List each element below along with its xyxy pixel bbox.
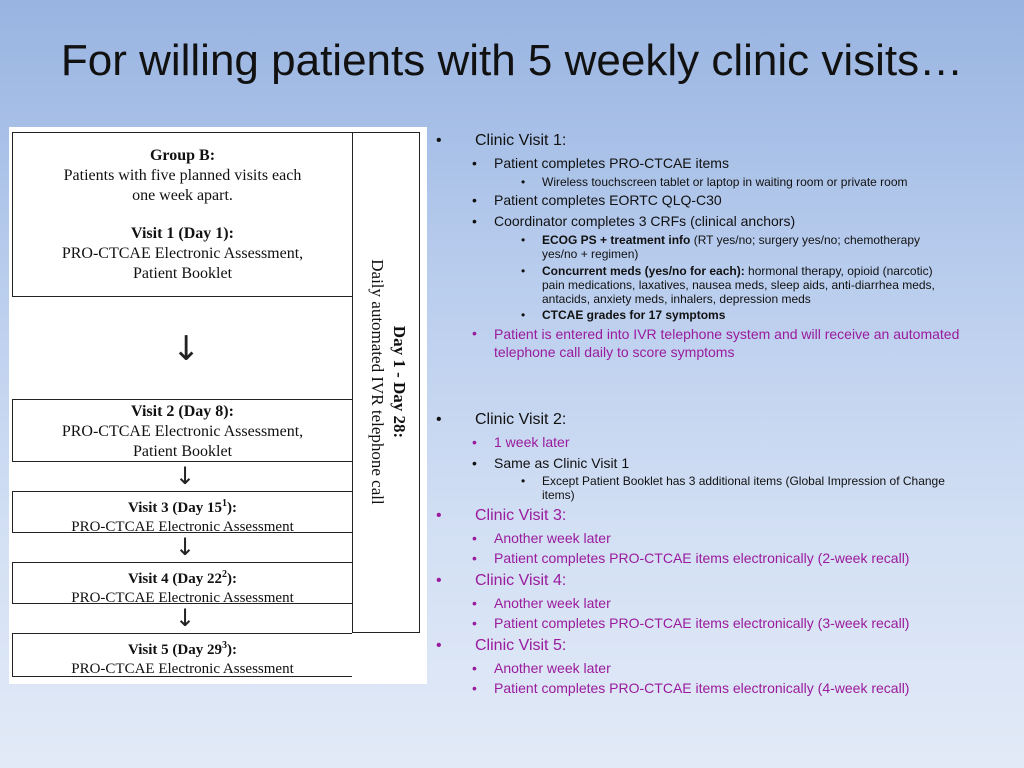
visit2-box bbox=[12, 399, 352, 462]
list-item bbox=[472, 325, 964, 361]
list-item bbox=[472, 155, 729, 171]
list-item bbox=[521, 264, 952, 306]
study-flow-diagram bbox=[9, 127, 427, 684]
list-item bbox=[521, 474, 952, 502]
list-item-label: Same as Clinic Visit 1 bbox=[494, 455, 630, 471]
list-item bbox=[521, 233, 952, 261]
list-item-label: Patient completes PRO-CTCAE items bbox=[494, 155, 729, 171]
arrow-down-icon: ↓ bbox=[172, 329, 201, 369]
group-b-visit1-box bbox=[12, 132, 352, 297]
list-item-label: Clinic Visit 4: bbox=[475, 572, 567, 589]
bullet-icon: • bbox=[472, 595, 477, 611]
visit5-box bbox=[12, 633, 352, 677]
list-item bbox=[472, 680, 910, 696]
bullet-icon: • bbox=[521, 308, 526, 322]
list-item-label: Patient is entered into IVR telephone system and will receive an automated telephone call daily to score symptoms bbox=[494, 326, 960, 360]
group-b-title: Group B: bbox=[149, 147, 216, 164]
list-item bbox=[472, 434, 570, 450]
daily-call-label-title: Day 1 - Day 28: bbox=[390, 325, 409, 439]
list-item-label: Clinic Visit 2: bbox=[475, 411, 567, 428]
bullet-icon: • bbox=[521, 233, 526, 247]
list-item-label: Except Patient Booklet has 3 additional items (Global Impression of Change items) bbox=[542, 474, 945, 502]
list-item-label: Patient completes PRO-CTCAE items electronically (2-week recall) bbox=[494, 550, 910, 566]
bullet-icon: • bbox=[472, 550, 477, 566]
bullet-icon: • bbox=[436, 637, 442, 654]
list-item bbox=[521, 175, 952, 189]
slide-title: For willing patients with 5 weekly clinic visits… bbox=[60, 36, 964, 85]
bullet-icon: • bbox=[472, 325, 477, 341]
list-item-label: Clinic Visit 3: bbox=[475, 507, 567, 524]
bullet-icon: • bbox=[472, 660, 477, 676]
list-item bbox=[472, 550, 910, 566]
bullet-icon: • bbox=[521, 264, 526, 278]
list-item bbox=[472, 615, 910, 631]
list-item-label: Wireless touchscreen tablet or laptop in waiting room or private room bbox=[542, 175, 908, 189]
list-item-label: Clinic Visit 5: bbox=[475, 637, 567, 654]
visit4-title: Visit 4 (Day $22^2$): bbox=[127, 569, 238, 587]
bullet-icon: • bbox=[436, 411, 442, 428]
visit5-line1: PRO-CTCAE Electronic Assessment bbox=[71, 661, 294, 677]
arrow-down-icon: ↓ bbox=[175, 462, 196, 490]
list-item-label: Patient completes EORTC QLQ-C30 bbox=[494, 192, 722, 208]
visit3-box bbox=[12, 491, 352, 533]
list-item-label: Patient completes PRO-CTCAE items electronically (3-week recall) bbox=[494, 615, 910, 631]
visit1-title: Visit 1 (Day 1): bbox=[131, 225, 234, 242]
list-item bbox=[472, 455, 630, 471]
visit4-line1: PRO-CTCAE Electronic Assessment bbox=[71, 590, 294, 606]
visit1-line2: Patient Booklet bbox=[132, 265, 233, 282]
list-item-label: Clinic Visit 1: bbox=[475, 132, 567, 149]
bullet-icon: • bbox=[436, 572, 442, 589]
visit2-title: Visit 2 (Day 8): bbox=[131, 403, 234, 420]
list-item bbox=[521, 308, 952, 322]
bullet-icon: • bbox=[521, 474, 526, 488]
list-item-label: CTCAE grades for 17 symptoms bbox=[542, 308, 726, 322]
list-item bbox=[472, 660, 611, 676]
group-b-desc-1: Patients with five planned visits each bbox=[63, 167, 302, 184]
list-item bbox=[472, 192, 722, 208]
bullet-icon: • bbox=[521, 175, 526, 189]
bullet-icon: • bbox=[436, 132, 442, 149]
visit5-title: Visit 5 (Day $29^3$): bbox=[127, 640, 238, 658]
visit3-line1: PRO-CTCAE Electronic Assessment bbox=[71, 519, 294, 535]
bullet-icon: • bbox=[472, 530, 477, 546]
list-item-label: 1 week later bbox=[494, 434, 570, 450]
visit4-box bbox=[12, 562, 352, 604]
list-item bbox=[472, 595, 611, 611]
list-item-label: Concurrent meds (yes/no for each): hormonal therapy, opioid (narcotic) pain medications, laxatives, nausea meds, sleep aids, anti-diarrhea meds, antacids, anxiety meds, inhalers, depression meds bbox=[542, 264, 935, 306]
bullet-icon: • bbox=[472, 192, 477, 208]
list-item-label: ECOG PS + treatment info (RT yes/no; surgery yes/no; chemotherapy yes/no + regimen) bbox=[542, 233, 921, 261]
list-item-label: Another week later bbox=[494, 530, 611, 546]
daily-call-label-text: Daily automated IVR telephone call bbox=[368, 259, 387, 505]
list-item-label: Patient completes PRO-CTCAE items electronically (4-week recall) bbox=[494, 680, 910, 696]
visit3-title: Visit 3 (Day $15^1$): bbox=[127, 498, 238, 516]
list-item bbox=[472, 530, 611, 546]
arrow-down-icon: ↓ bbox=[175, 533, 196, 561]
bullet-icon: • bbox=[436, 507, 442, 524]
bullet-icon: • bbox=[472, 615, 477, 631]
bullet-icon: • bbox=[472, 680, 477, 696]
group-b-desc-2: one week apart. bbox=[132, 187, 233, 204]
list-item bbox=[472, 213, 796, 229]
list-item-label: Another week later bbox=[494, 595, 611, 611]
list-item-label: Another week later bbox=[494, 660, 611, 676]
bullet-icon: • bbox=[472, 213, 477, 229]
bullet-icon: • bbox=[472, 155, 477, 171]
visit1-line1: PRO-CTCAE Electronic Assessment, bbox=[61, 245, 304, 262]
arrow-down-icon: ↓ bbox=[175, 604, 196, 632]
list-item-label: Coordinator completes 3 CRFs (clinical anchors) bbox=[494, 213, 796, 229]
bullet-icon: • bbox=[472, 455, 477, 471]
visit2-line2: Patient Booklet bbox=[132, 443, 233, 460]
bullet-icon: • bbox=[472, 434, 477, 450]
visit2-line1: PRO-CTCAE Electronic Assessment, bbox=[61, 423, 304, 440]
